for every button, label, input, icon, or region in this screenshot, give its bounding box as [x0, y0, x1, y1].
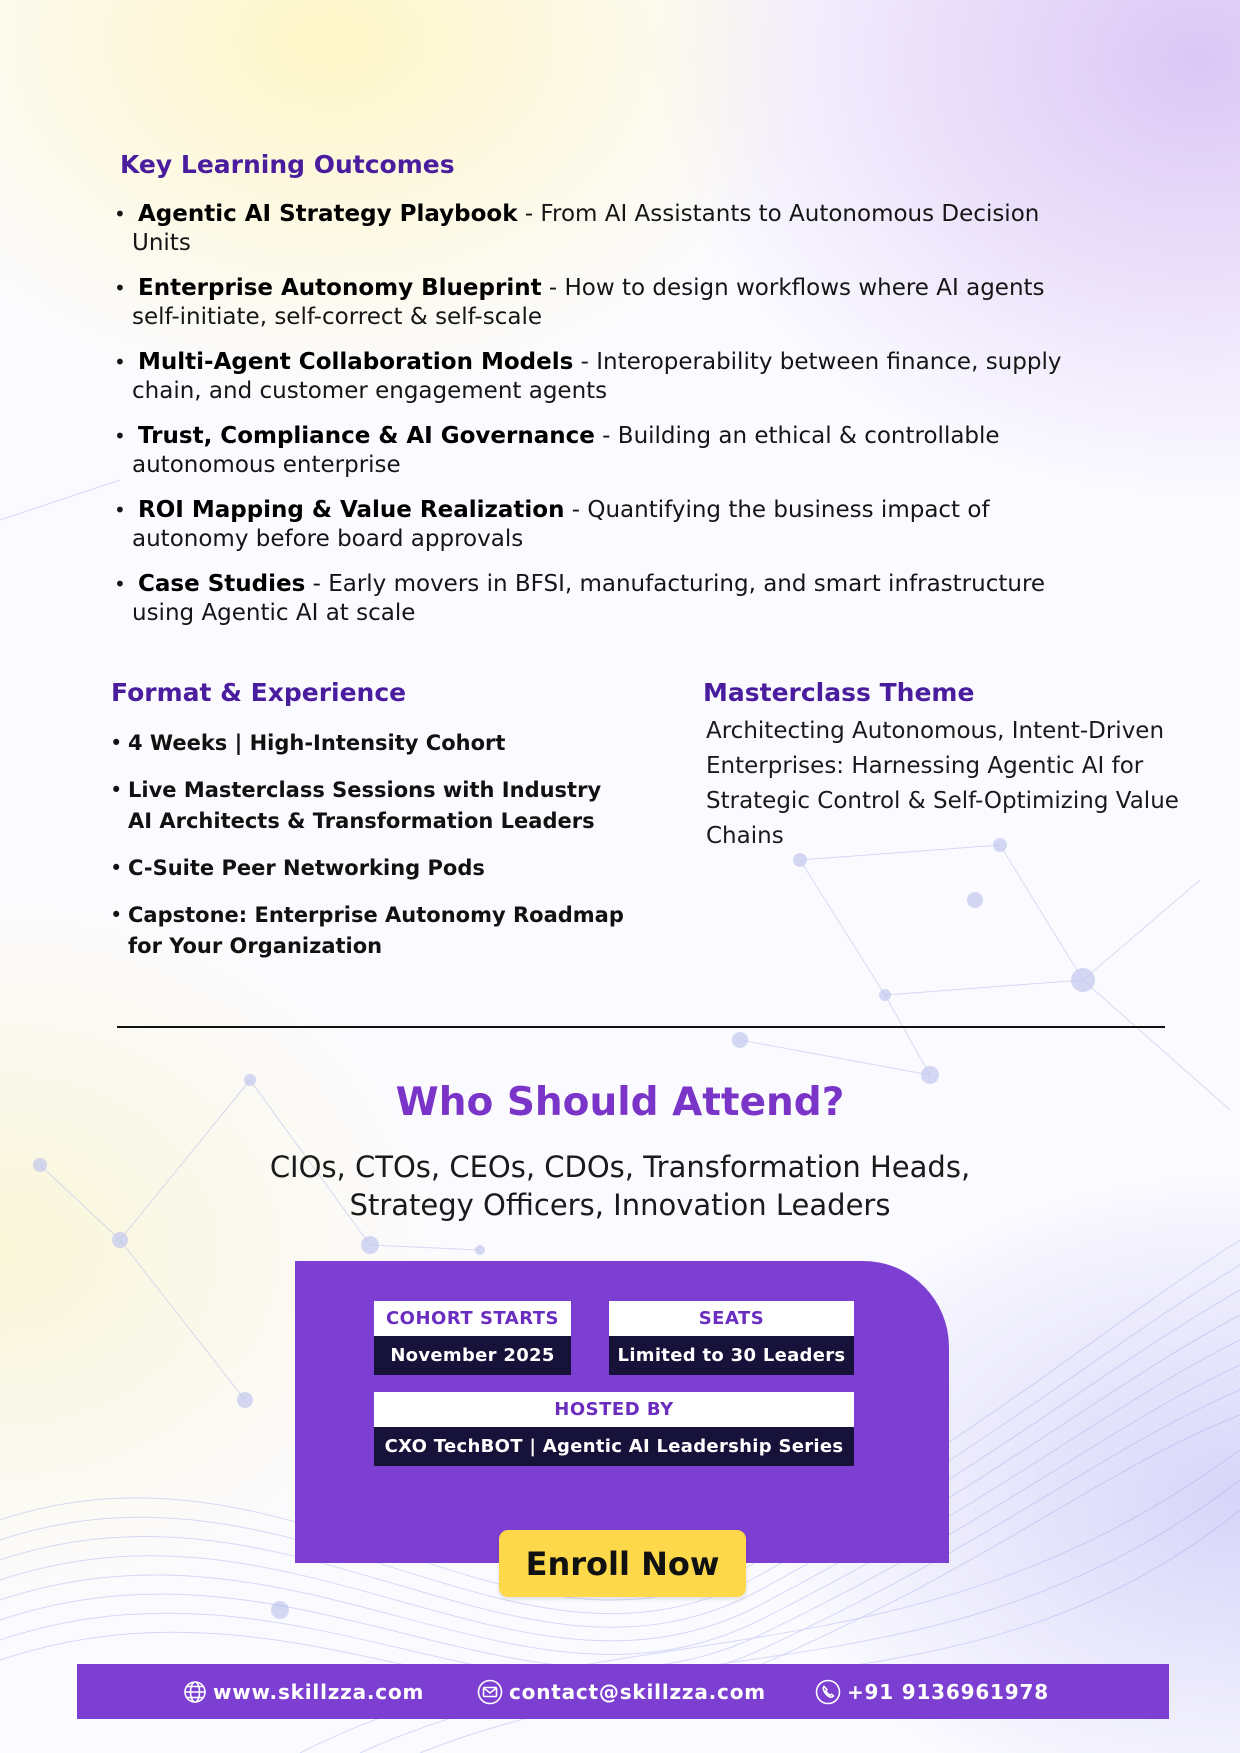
audience-text — [0, 1148, 1240, 1224]
masterclass-theme-heading: Masterclass Theme — [703, 678, 975, 707]
list-item: • C-Suite Peer Networking Pods — [110, 853, 630, 884]
key-learning-outcomes-heading: Key Learning Outcomes — [120, 150, 455, 179]
globe-icon — [183, 1680, 207, 1704]
outcome-term: Multi-Agent Collaboration Models — [138, 349, 574, 375]
key-learning-outcomes-list — [115, 200, 1075, 644]
format-experience-heading: Format & Experience — [111, 678, 407, 707]
hosted-by-value: CXO TechBOT | Agentic AI Leadership Series — [374, 1427, 854, 1466]
outcome-description: - Interoperability between finance, supply chain, and customer engagement agents — [132, 349, 1062, 404]
list-item — [115, 496, 1075, 570]
phone-icon — [815, 1679, 841, 1705]
seats-value: Limited to 30 Leaders — [609, 1336, 854, 1375]
phone-text: +91 9136961978 — [847, 1679, 1049, 1704]
list-item — [115, 570, 1075, 644]
outcome-description: - From AI Assistants to Autonomous Decision Units — [132, 201, 1040, 256]
website-text: www.skillzza.com — [213, 1679, 425, 1704]
section-divider — [117, 1026, 1165, 1028]
outcome-term: Agentic AI Strategy Playbook — [138, 201, 518, 227]
cohort-start-box — [374, 1301, 571, 1375]
enroll-now-button[interactable]: Enroll Now — [499, 1530, 746, 1597]
who-should-attend-heading: Who Should Attend? — [395, 1080, 845, 1125]
list-item — [115, 422, 1075, 496]
outcome-description: - Quantifying the business impact of autonomy before board approvals — [132, 497, 990, 552]
hosted-by-box — [374, 1392, 854, 1466]
outcome-term: Trust, Compliance & AI Governance — [138, 423, 595, 449]
phone-link[interactable] — [815, 1664, 1049, 1719]
outcome-term: Case Studies — [138, 571, 306, 597]
email-text: contact@skillzza.com — [509, 1679, 766, 1704]
email-link[interactable] — [477, 1664, 766, 1719]
audience-line: CIOs, CTOs, CEOs, CDOs, Transformation Heads, — [269, 1150, 971, 1184]
cohort-start-value: November 2025 — [374, 1336, 571, 1375]
list-item: • Live Masterclass Sessions with Industry AI Architects & Transformation Leaders — [110, 775, 630, 837]
outcome-term: Enterprise Autonomy Blueprint — [138, 275, 542, 301]
envelope-icon — [477, 1679, 503, 1705]
list-item — [115, 348, 1075, 422]
list-item: • 4 Weeks | High-Intensity Cohort — [110, 728, 630, 759]
outcome-description: - Early movers in BFSI, manufacturing, and smart infrastructure using Agentic AI at scale — [132, 571, 1046, 626]
list-item — [115, 200, 1075, 274]
cohort-start-label: COHORT STARTS — [374, 1301, 571, 1336]
seats-label: SEATS — [609, 1301, 854, 1336]
audience-line: Strategy Officers, Innovation Leaders — [349, 1188, 891, 1222]
contact-footer — [77, 1664, 1169, 1719]
website-link[interactable] — [183, 1664, 424, 1719]
outcome-description: - Building an ethical & controllable autonomous enterprise — [132, 423, 1000, 478]
format-experience-list — [110, 728, 630, 962]
seats-box — [609, 1301, 854, 1375]
list-item: • Capstone: Enterprise Autonomy Roadmap for Your Organization — [110, 900, 630, 962]
masterclass-theme-text: Architecting Autonomous, Intent-Driven Enterprises: Harnessing Agentic AI for Strategic Control & Self-Optimizing Value Chains — [706, 718, 1179, 849]
outcome-term: ROI Mapping & Value Realization — [138, 497, 565, 523]
outcome-description: - How to design workflows where AI agents self-initiate, self-correct & self-scale — [132, 275, 1045, 330]
hosted-by-label: HOSTED BY — [374, 1392, 854, 1427]
list-item — [115, 274, 1075, 348]
